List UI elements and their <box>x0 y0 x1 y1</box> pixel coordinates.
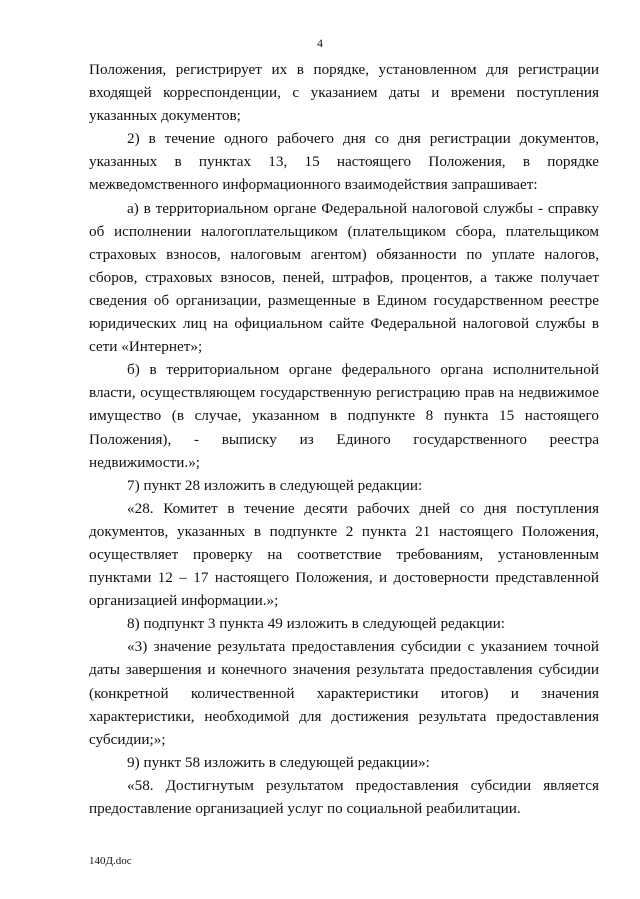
paragraph-item-9: 9) пункт 58 изложить в следующей редакции»: <box>127 753 430 771</box>
document-body <box>89 58 599 820</box>
paragraph-continuation: Положения, регистрирует их в порядке, установленном для регистрации входящей корреспонденции, с указанием даты и времени поступления указанных документов; <box>89 61 599 125</box>
paragraph-subclause-3: «3) значение результата предоставления субсидии с указанием точной даты завершения и конечного значения результата предоставления субсидии (конкретной количественной характеристики итогов) и значения характеристики, необходимой для достижения результата предоставления субсидии;»; <box>89 638 599 748</box>
paragraph-clause-28: «28. Комитет в течение десяти рабочих дней со дня поступления документов, указанных в подпункте 2 пункта 21 настоящего Положения, осуществляет проверку на соответствие требованиям, установленным пунктами 12 – 17 настоящего Положения, и достоверности представленной организацией информации.»; <box>89 499 599 610</box>
page-number: 4 <box>317 36 323 50</box>
paragraph-item-7: 7) пункт 28 изложить в следующей редакции: <box>127 476 423 494</box>
paragraph-item-b: б) в территориальном органе федерального органа исполнительной власти, осуществляющем государственную регистрацию прав на недвижимое имущество (в случае, указанном в подпункте 8 пункта 15 настоящего Положения), - выписку из Единого государственного реестра недвижимости.»; <box>89 361 599 471</box>
paragraph-item-a: а) в территориальном органе Федеральной налоговой службы - справку об исполнении налогоплательщиком (плательщиком сбора, плательщиком страховых взносов, налоговым агентом) обязанности по уплате налогов, сборов, страховых взносов, пеней, штрафов, процентов, а также получает сведения об организации, размещенные в Едином государственном реестре юридических лиц на официальном сайте Федеральной налоговой службы в сети «Интернет»; <box>89 199 599 356</box>
paragraph-item-2: 2) в течение одного рабочего дня со дня регистрации документов, указанных в пунктах 13, 15 настоящего Положения, в порядке межведомственного информационного взаимодействия запрашивает: <box>89 130 599 194</box>
paragraph-clause-58: «58. Достигнутым результатом предоставления субсидии является предоставление организацией услуг по социальной реабилитации. <box>89 776 599 817</box>
footer-filename: 140Д.doc <box>89 855 132 867</box>
paragraph-item-8: 8) подпункт 3 пункта 49 изложить в следующей редакции: <box>127 615 506 633</box>
